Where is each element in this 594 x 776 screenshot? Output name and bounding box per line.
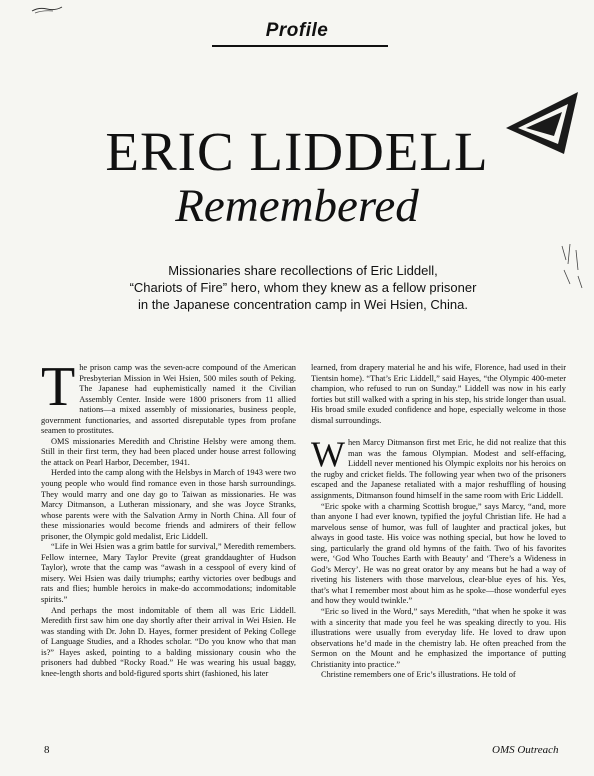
- section-label: Profile: [265, 20, 329, 41]
- paragraph: And perhaps the most indomitable of them all was Eric Liddell. Meredith first saw him one day shortly after their arrival in Wei Hsien. He was standing with Dr. John D. Hayes, former president of Peking College of Language Studies, and a Rhodes scholar. “Do you know who that man is?” Hayes asked, pointing to a balding missionary cousin who the prisoners had dubbed “Rocky Road.” He was wearing his usual baggy, knee-length shorts and bold-figured sports shirt (fashioned, his later: [41, 605, 296, 678]
- article-column-right: [311, 363, 566, 681]
- article-deck: [80, 262, 526, 313]
- headline: ERIC LIDDELL: [105, 121, 489, 182]
- pen-scribble-mark: [31, 4, 63, 14]
- deck-line: in the Japanese concentration camp in Wei Hsien, China.: [137, 297, 468, 312]
- margin-marks: [556, 240, 586, 290]
- section-break: [311, 426, 566, 438]
- paragraph: OMS missionaries Meredith and Christine Helsby were among them. Still in their first term, they had been placed under house arrest following the attack on Pearl Harbor, December, 1941.: [41, 436, 296, 467]
- paragraph: “Life in Wei Hsien was a grim battle for survival,” Meredith remembers. Fellow internee, Mary Taylor Previte (great granddaughter of Hudson Taylor), wrote that the camp was “awash in a cesspool of every kind of misery. Wei Hsien was daily triumphs; earthy victories over bedbugs and rats and flies; humble heroics in make-do accommodations; indomitable spirits.”: [41, 542, 296, 605]
- headline-subtitle: Remembered: [175, 180, 419, 232]
- drop-cap: W: [311, 434, 345, 475]
- page-number: 8: [44, 744, 50, 756]
- paragraph: “Eric so lived in the Word,” says Meredith, “that when he spoke it was with a sincerity that made you feel he was speaking directly to you. His illustrations were usually from everyday life. He loved to draw upon observations he’d made in the chemistry lab. He often preached from the Sermon on the Mount and he emphasized the importance of putting Christianity into practice.”: [311, 607, 566, 669]
- paragraph: learned, from drapery material he and his wife, Florence, had used in their Tientsin home). “That’s Eric Liddell,” said Hayes, “the Olympic 400-meter champion, who refused to run on Sunday.” Liddell was now in his early forties but still walked with a spring in his step, his stride longer than usual. His broad smile exuded confidence and hope, especially welcome in those dismal surroundings.: [311, 363, 566, 425]
- paragraph: When Marcy Ditmanson first met Eric, he did not realize that this man was the famous Olympian. Modest and self-effacing, Liddell never mentioned his Olympic exploits nor his heroics on the rugby and cricket fields. The following year when two of the prisoners escaped and the Japanese retaliated with a major reshuffling of housing assignments, Ditmanson found himself in the same room with Eric Liddell.: [311, 434, 566, 501]
- paragraph: Herded into the camp along with the Helsbys in March of 1943 were two young people who would find romance even in those harsh surroundings. They would marry and one day go to Taiwan as missionaries. He was Marcy Ditmanson, a Lutheran missionary, and she was Joyce Stranks, whose parents were with the Salvation Army in North China. All four of these missionaries would become friends and admirers of their fellow prisoner, the Olympic gold medalist, Eric Liddell.: [41, 468, 296, 541]
- paragraph: Christine remembers one of Eric’s illustrations. He told of: [321, 670, 516, 680]
- deck-line: “Chariots of Fire” hero, whom they knew as a fellow prisoner: [129, 280, 477, 295]
- drop-cap: T: [41, 356, 76, 418]
- article-column-left: [41, 356, 296, 679]
- paragraph: “Eric spoke with a charming Scottish brogue,” says Marcy, “and, more than anyone I had ever known, typified the joyful Christian life. He had a marvelous sense of humor, was full of laughter and practical jokes, but always in good taste. His voice was nothing special, but how he loved to sing, particularly the grand old hymns of the faith. Two of his favorites were, ‘God Who Touches Earth with Beauty’ and ‘There’s a Wideness in God’s Mercy’. He was no great orator by any means but he had a way of riveting his listeners with those marvelous, clear-blue eyes of his. Yes, that’s what I remember most about him as he spoke—those wonderful eyes and how they would twinkle.”: [311, 501, 566, 606]
- paragraph: The prison camp was the seven-acre compound of the American Presbyterian Mission in Wei Hsien, 500 miles south of Peking. The Japanese had euphemistically named it the Civilian Assembly Center. Inside were 1800 prisoners from 11 allied nations—a mixed assembly of missionaries, business people, government functionaries, and assorted disreputable types from profane seamen to prostitutes.: [41, 356, 296, 436]
- publication-name: OMS Outreach: [492, 744, 559, 756]
- deck-line: Missionaries share recollections of Eric Liddell,: [168, 263, 438, 278]
- section-rule: [212, 45, 388, 47]
